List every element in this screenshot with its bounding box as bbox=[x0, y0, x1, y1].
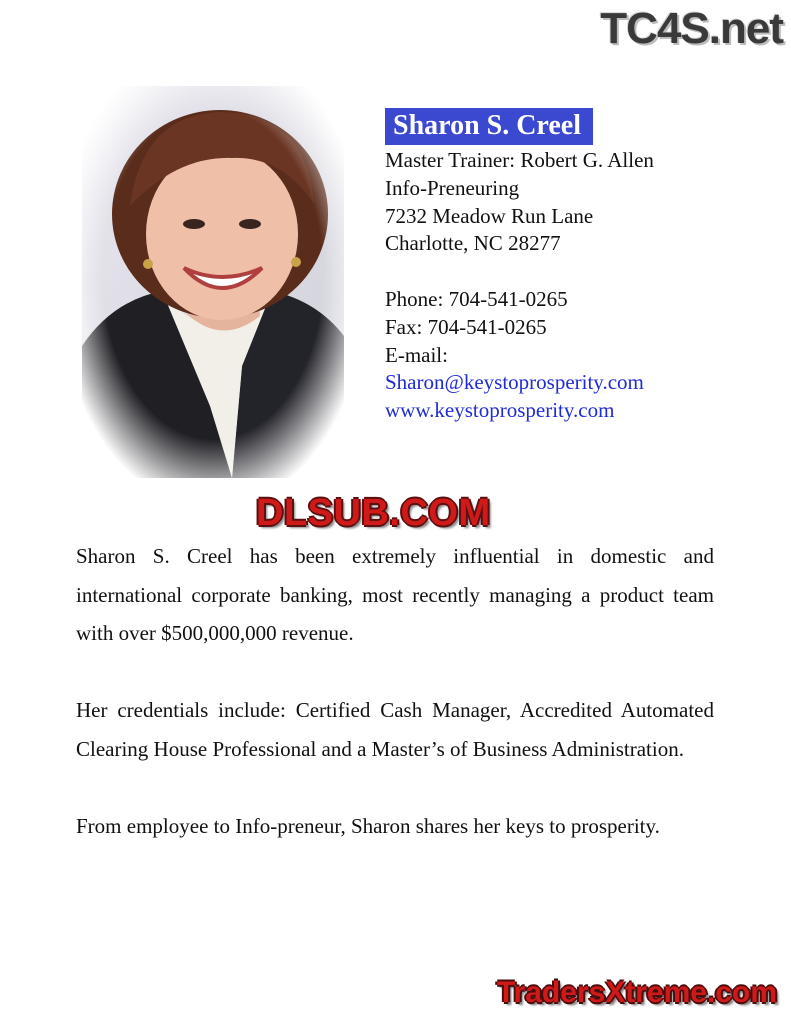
watermark-tc4s: TC4S.net bbox=[600, 4, 783, 53]
contact-company: Info-Preneuring bbox=[385, 175, 520, 200]
bio-paragraph-1: Sharon S. Creel has been extremely influential in domestic and international corporate banking, most recently managing a product team with over $500,000,000 revenue. bbox=[76, 544, 714, 646]
contact-website-link[interactable]: www.keystoprosperity.com bbox=[385, 398, 615, 423]
watermark-dlsub: DLSUB.COM bbox=[256, 492, 491, 534]
watermark-tradersxtreme: TradersXtreme.com bbox=[496, 976, 777, 1009]
contact-title: Master Trainer: Robert G. Allen bbox=[385, 148, 654, 172]
contact-email-link[interactable]: Sharon@keystoprosperity.com bbox=[385, 370, 644, 395]
contact-city: Charlotte, NC 28277 bbox=[385, 231, 561, 256]
bio-paragraph-3: From employee to Info-preneur, Sharon shares her keys to prosperity. bbox=[76, 814, 660, 839]
contact-email-label: E-mail: bbox=[385, 342, 448, 367]
contact-phone: Phone: 704-541-0265 bbox=[385, 286, 568, 311]
contact-fax: Fax: 704-541-0265 bbox=[385, 314, 547, 339]
biography bbox=[76, 537, 714, 884]
contact-street: 7232 Meadow Run Lane bbox=[385, 203, 594, 228]
contact-card bbox=[385, 108, 765, 425]
bio-paragraph-2: Her credentials include: Certified Cash Manager, Accredited Automated Clearing House Professional and a Master’s of Business Administration. bbox=[76, 698, 714, 761]
contact-name: Sharon S. Creel bbox=[385, 108, 593, 145]
portrait-photo bbox=[82, 86, 344, 478]
